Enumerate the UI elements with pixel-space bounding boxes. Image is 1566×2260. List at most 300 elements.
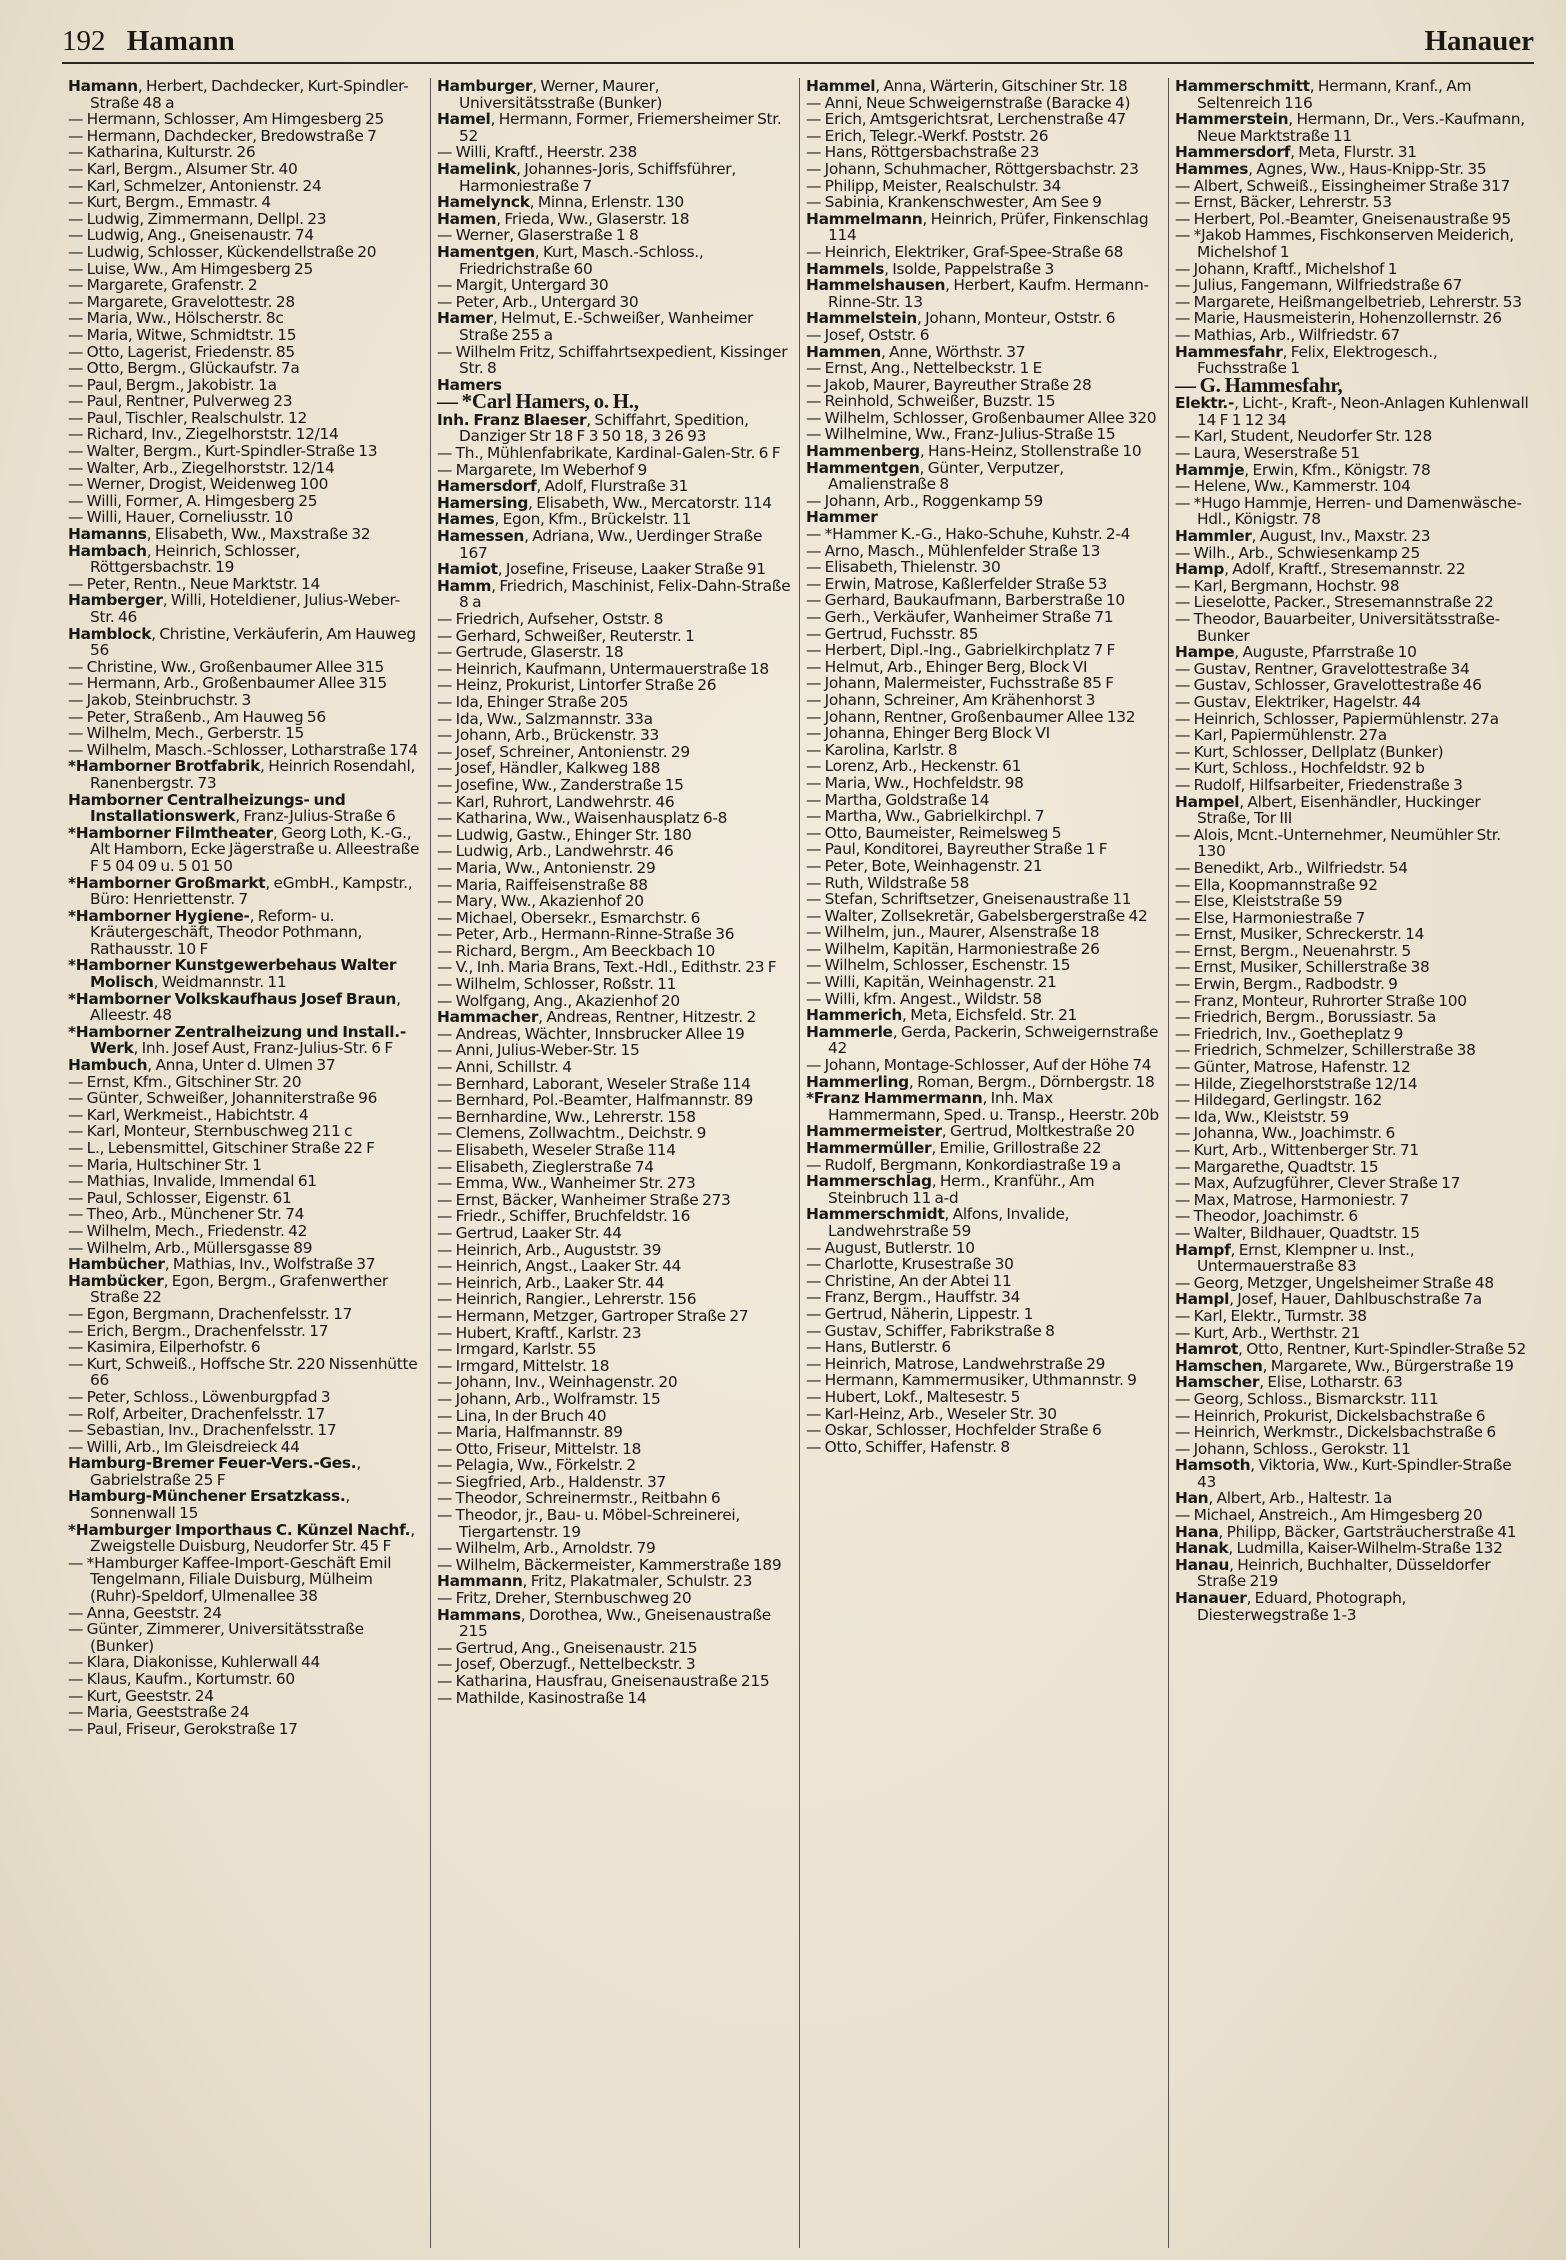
- directory-entry: — Bernhardine, Ww., Lehrerstr. 158: [437, 1107, 696, 1126]
- directory-entry: — Gustav, Schlosser, Gravelottestraße 46: [1175, 676, 1482, 695]
- directory-entry: — Kurt, Bergm., Emmastr. 4: [68, 193, 271, 212]
- header-last-name: Hanauer: [1424, 25, 1534, 57]
- directory-entry: — Sabinia, Krankenschwester, Am See 9: [806, 193, 1102, 212]
- directory-entry: Hana, Philipp, Bäcker, Gartsträucherstraße 41: [1175, 1522, 1517, 1541]
- directory-entry: — August, Butlerstr. 10: [806, 1238, 975, 1257]
- directory-entry: Hammler, August, Inv., Maxstr. 23: [1175, 527, 1431, 546]
- directory-entry: — Gerhard, Baukaufmann, Barberstraße 10: [806, 591, 1125, 610]
- directory-entry: — Heinrich, Matrose, Landwehrstraße 29: [806, 1354, 1106, 1373]
- directory-entry: — Gustav, Schiffer, Fabrikstraße 8: [806, 1321, 1055, 1340]
- directory-entry: — Heinrich, Kaufmann, Untermauerstraße 18: [437, 659, 769, 678]
- directory-entry: — Ruth, Wildstraße 58: [806, 873, 969, 892]
- directory-entry: — Wilhelm Fritz, Schiffahrtsexpedient, Kissinger Str. 8: [437, 342, 788, 378]
- directory-entry: — Wilhelm, Mech., Gerberstr. 15: [68, 724, 304, 743]
- directory-entry: Hammels, Isolde, Pappelstraße 3: [806, 259, 1054, 278]
- directory-entry: Hammenberg, Hans-Heinz, Stollenstraße 10: [806, 442, 1142, 461]
- directory-entry: — Gertrud, Laaker Str. 44: [437, 1223, 622, 1242]
- directory-entry: — Gertrud, Näherin, Lippestr. 1: [806, 1304, 1034, 1323]
- directory-entry: — Otto, Bergm., Glückaufstr. 7a: [68, 359, 300, 378]
- directory-entry: — Hermann, Arb., Großenbaumer Allee 315: [68, 674, 387, 693]
- directory-entry: Hammje, Erwin, Kfm., Königstr. 78: [1175, 460, 1431, 479]
- directory-entry: — Willi, Hauer, Corneliusstr. 10: [68, 508, 293, 527]
- directory-entry: — Heinrich, Arb., Laaker Str. 44: [437, 1273, 665, 1292]
- columns: [62, 78, 1540, 2248]
- directory-entry: — Karolina, Karlstr. 8: [806, 740, 958, 759]
- directory-entry: — Theo, Arb., Münchener Str. 74: [68, 1205, 305, 1224]
- directory-entry: — Friedrich, Aufseher, Oststr. 8: [437, 610, 664, 628]
- directory-entry: — Johann, Malermeister, Fuchsstraße 85 F: [806, 674, 1114, 693]
- directory-entry: — Gustav, Rentner, Gravelottestraße 34: [1175, 659, 1470, 678]
- directory-entry: Hammentgen, Günter, Verputzer, Amalienstraße 8: [806, 458, 1064, 494]
- directory-entry: — Kurt, Arb., Wittenberger Str. 71: [1175, 1141, 1419, 1159]
- directory-entry: — Ludwig, Gastw., Ehinger Str. 180: [437, 825, 692, 844]
- directory-entry: — Otto, Schiffer, Hafenstr. 8: [806, 1437, 1010, 1456]
- directory-entry: — Wilhelm, Bäckermeister, Kammerstraße 189: [437, 1555, 782, 1574]
- directory-entry: — Anna, Geeststr. 24: [68, 1603, 222, 1622]
- directory-entry: — Else, Harmoniestraße 7: [1175, 908, 1365, 927]
- directory-entry: Hamers: [437, 375, 502, 394]
- directory-entry: — Hubert, Lokf., Maltesestr. 5: [806, 1387, 1021, 1406]
- directory-entry: — Elisabeth, Zieglerstraße 74: [437, 1157, 654, 1176]
- directory-entry: — Kasimira, Eilperhofstr. 6: [68, 1338, 261, 1357]
- directory-entry: — Erich, Telegr.-Werkf. Poststr. 26: [806, 126, 1049, 145]
- directory-entry: Hammesfahr, Felix, Elektrogesch., Fuchsstraße 1: [1175, 342, 1438, 378]
- directory-entry: — Josef, Oberzugf., Nettelbeckstr. 3: [437, 1655, 696, 1674]
- directory-entry: — Benedikt, Arb., Wilfriedstr. 54: [1175, 858, 1408, 877]
- directory-entry: — Else, Kleiststraße 59: [1175, 892, 1343, 911]
- directory-entry: — Hubert, Kraftf., Karlstr. 23: [437, 1323, 642, 1342]
- directory-entry: — Kurt, Arb., Werthstr. 21: [1175, 1323, 1361, 1342]
- directory-entry: — Helmut, Arb., Ehinger Berg, Block VI: [806, 657, 1088, 676]
- directory-entry: — Philipp, Meister, Realschulstr. 34: [806, 176, 1062, 195]
- directory-entry: — Erwin, Matrose, Kaßlerfelder Straße 53: [806, 574, 1108, 593]
- directory-entry: — Georg, Schloss., Bismarckstr. 111: [1175, 1389, 1439, 1408]
- directory-entry: — Margarethe, Quadtstr. 15: [1175, 1157, 1379, 1176]
- directory-entry: — Heinrich, Elektriker, Graf-Spee-Straße 68: [806, 242, 1124, 261]
- directory-entry: — Maria, Ww., Hölscherstr. 8c: [68, 309, 284, 328]
- directory-entry: — Wilhelmine, Ww., Franz-Julius-Straße 15: [806, 425, 1116, 444]
- directory-entry: — Johann, Inv., Weinhagenstr. 20: [437, 1373, 678, 1392]
- directory-entry: — Ernst, Kfm., Gitschiner Str. 20: [68, 1072, 302, 1091]
- directory-entry: Hambach, Heinrich, Schlosser, Röttgersbachstr. 19: [68, 541, 300, 577]
- directory-entry: Hamelink, Johannes-Joris, Schiffsführer, Harmoniestraße 7: [437, 159, 736, 195]
- directory-entry: — Fritz, Dreher, Sternbuschweg 20: [437, 1589, 692, 1608]
- directory-entry: Hammann, Fritz, Plakatmaler, Schulstr. 23: [437, 1572, 753, 1591]
- directory-entry: — Friedr., Schiffer, Bruchfeldstr. 16: [437, 1207, 691, 1226]
- directory-entry: — Hermann, Dachdecker, Bredowstraße 7: [68, 126, 377, 145]
- directory-entry: Hammelshausen, Herbert, Kaufm. Hermann-Rinne-Str. 13: [806, 276, 1149, 311]
- directory-entry: Hamessen, Adriana, Ww., Uerdinger Straße 167: [437, 527, 763, 562]
- directory-entry: Hamschen, Margarete, Ww., Bürgerstraße 19: [1175, 1356, 1514, 1375]
- directory-entry: — Kurt, Schloss., Hochfeldstr. 92 b: [1175, 759, 1425, 778]
- directory-entry: — Heinrich, Angst., Laaker Str. 44: [437, 1257, 682, 1276]
- directory-entry: — Paul, Schlosser, Eigenstr. 61: [68, 1188, 292, 1207]
- directory-entry: Hamanns, Elisabeth, Ww., Maxstraße 32: [68, 525, 371, 544]
- directory-entry: — Karl, Ruhrort, Landwehrstr. 46: [437, 792, 675, 811]
- directory-entry: — Anni, Julius-Weber-Str. 15: [437, 1041, 640, 1060]
- directory-entry: — Wilhelm, Arb., Müllersgasse 89: [68, 1238, 313, 1257]
- directory-entry: — Margarete, Im Weberhof 9: [437, 460, 647, 479]
- directory-entry: Hamp, Adolf, Kraftf., Stresemannstr. 22: [1175, 560, 1466, 579]
- directory-entry: — Johann, Rentner, Großenbaumer Allee 132: [806, 707, 1136, 726]
- directory-entry: — Günter, Zimmerer, Universitätsstraße (Bunker): [68, 1620, 364, 1655]
- directory-entry: — Heinrich, Prokurist, Dickelsbachstraße 6: [1175, 1406, 1486, 1425]
- directory-entry: Hammel, Anna, Wärterin, Gitschiner Str. 18: [806, 78, 1128, 95]
- directory-entry: *Hamborner Zentralheizung und Install.-Werk, Inh. Josef Aust, Franz-Julius-Str. 6 F: [68, 1022, 406, 1058]
- directory-entry: — Bernhard, Laborant, Weseler Straße 114: [437, 1074, 751, 1093]
- directory-entry: Hamelynck, Minna, Erlenstr. 130: [437, 193, 684, 212]
- directory-entry: — Johann, Kraftf., Michelshof 1: [1175, 259, 1398, 278]
- directory-entry: — Josefine, Ww., Zanderstraße 15: [437, 775, 684, 794]
- directory-entry: — Maria, Ww., Hochfeldstr. 98: [806, 773, 1024, 792]
- directory-entry: — Charlotte, Krusestraße 30: [806, 1255, 1014, 1274]
- directory-entry: — Gertrude, Glaserstr. 18: [437, 643, 624, 662]
- directory-entry: — Ernst, Ang., Nettelbeckstr. 1 E: [806, 359, 1043, 378]
- directory-entry: — Klara, Diakonisse, Kuhlerwall 44: [68, 1653, 321, 1672]
- page-number: 192: [62, 25, 106, 57]
- directory-entry: *Hamborner Großmarkt, eGmbH., Kampstr., Büro: Henriettenstr. 7: [68, 873, 413, 909]
- directory-entry: — Pelagia, Ww., Förkelstr. 2: [437, 1456, 636, 1475]
- directory-entry: — *Hammer K.-G., Hako-Schuhe, Kuhstr. 2-4: [806, 525, 1131, 544]
- directory-entry: — Jakob, Maurer, Bayreuther Straße 28: [806, 375, 1092, 394]
- directory-entry: — Elisabeth, Weseler Straße 114: [437, 1141, 676, 1159]
- directory-entry: Hamm, Friedrich, Maschinist, Felix-Dahn-Straße 8 a: [437, 576, 791, 612]
- directory-entry: — Maria, Raiffeisenstraße 88: [437, 875, 648, 894]
- column-2: [431, 78, 800, 2248]
- directory-entry: — Ludwig, Arb., Landwehrstr. 46: [437, 842, 674, 861]
- directory-entry: — Wolfgang, Ang., Akazienhof 20: [437, 991, 680, 1010]
- directory-entry: — V., Inh. Maria Brans, Text.-Hdl., Edithstr. 23 F: [437, 958, 777, 977]
- directory-entry: Hamblock, Christine, Verkäuferin, Am Hauweg 56: [68, 624, 416, 660]
- directory-entry: — Irmgard, Karlstr. 55: [437, 1340, 597, 1359]
- directory-entry: Hanak, Ludmilla, Kaiser-Wilhelm-Straße 132: [1175, 1539, 1503, 1558]
- directory-entry: — Otto, Friseur, Mittelstr. 18: [437, 1439, 642, 1458]
- directory-entry: — Hermann, Schlosser, Am Himgesberg 25: [68, 110, 385, 129]
- directory-entry: — Christine, An der Abtei 11: [806, 1271, 1012, 1290]
- directory-entry: — Theodor, jr., Bau- u. Möbel-Schreinerei, Tiergartenstr. 19: [437, 1506, 740, 1541]
- directory-entry: *Hamborner Brotfabrik, Heinrich Rosendahl, Ranenbergstr. 73: [68, 757, 416, 792]
- directory-entry: — Mathilde, Kasinostraße 14: [437, 1688, 647, 1707]
- directory-entry: — Erich, Bergm., Drachenfelsstr. 17: [68, 1321, 329, 1340]
- directory-entry: Hammerschmidt, Alfons, Invalide, Landwehrstraße 59: [806, 1205, 1070, 1240]
- directory-entry: — Heinrich, Arb., Auguststr. 39: [437, 1240, 662, 1259]
- directory-entry: — Christine, Ww., Großenbaumer Allee 315: [68, 657, 384, 676]
- directory-entry: Hames, Egon, Kfm., Brückelstr. 11: [437, 510, 691, 529]
- directory-entry: Hammelmann, Heinrich, Prüfer, Finkenschlag 114: [806, 209, 1149, 245]
- directory-entry: — Karl, Papiermühlenstr. 27a: [1175, 726, 1387, 745]
- column-3: [800, 78, 1169, 2248]
- directory-entry: — Paul, Konditorei, Bayreuther Straße 1 F: [806, 840, 1108, 859]
- directory-entry: — Helene, Ww., Kammerstr. 104: [1175, 477, 1411, 496]
- directory-entry: — Peter, Rentn., Neue Marktstr. 14: [68, 574, 321, 593]
- directory-entry: Hammerstein, Hermann, Dr., Vers.-Kaufmann, Neue Marktstraße 11: [1175, 110, 1525, 145]
- directory-entry: — Ernst, Musiker, Schillerstraße 38: [1175, 958, 1430, 977]
- directory-entry: — Richard, Bergm., Am Beeckbach 10: [437, 941, 716, 960]
- directory-entry: — Ida, Ww., Kleiststr. 59: [1175, 1107, 1349, 1126]
- directory-entry: — Willi, Kapitän, Weinhagenstr. 21: [806, 973, 1057, 992]
- directory-entry: — Michael, Anstreich., Am Himgesberg 20: [1175, 1506, 1483, 1525]
- directory-entry: — Hermann, Metzger, Gartroper Straße 27: [437, 1306, 749, 1325]
- directory-entry: — Gerh., Verkäufer, Wanheimer Straße 71: [806, 608, 1114, 626]
- directory-entry: — Karl, Bergmann, Hochstr. 98: [1175, 576, 1400, 595]
- directory-entry: Hammermüller, Emilie, Grillostraße 22: [806, 1139, 1102, 1157]
- directory-entry: — Karl-Heinz, Arb., Weseler Str. 30: [806, 1404, 1057, 1423]
- directory-entry: — Ludwig, Schlosser, Kückendellstraße 20: [68, 242, 377, 261]
- directory-entry: — *Carl Hamers, o. H.,: [437, 389, 639, 414]
- directory-entry: — Georg, Metzger, Ungelsheimer Straße 48: [1175, 1273, 1494, 1292]
- directory-entry: — Martha, Ww., Gabrielkirchpl. 7: [806, 807, 1045, 826]
- directory-entry: — Sebastian, Inv., Drachenfelsstr. 17: [68, 1421, 337, 1440]
- directory-entry: — Albert, Schweiß., Eissingheimer Straße 317: [1175, 176, 1510, 195]
- directory-entry: — Karl, Elektr., Turmstr. 38: [1175, 1306, 1367, 1325]
- directory-entry: Han, Albert, Arb., Haltestr. 1a: [1175, 1489, 1392, 1508]
- directory-entry: — Karl, Monteur, Sternbuschweg 211 c: [68, 1122, 353, 1141]
- directory-entry: — Mathias, Invalide, Immendal 61: [68, 1172, 317, 1191]
- directory-entry: — Kurt, Schlosser, Dellplatz (Bunker): [1175, 742, 1444, 761]
- directory-entry: — Karl, Student, Neudorfer Str. 128: [1175, 427, 1433, 446]
- directory-entry: Hammerich, Meta, Eichsfeld. Str. 21: [806, 1006, 1078, 1025]
- directory-entry: Hammelstein, Johann, Monteur, Oststr. 6: [806, 309, 1116, 328]
- directory-entry: — Wilhelm, Schlosser, Roßstr. 11: [437, 975, 677, 994]
- directory-entry: — Paul, Tischler, Realschulstr. 12: [68, 408, 307, 427]
- directory-entry: — Margit, Untergard 30: [437, 276, 609, 295]
- directory-entry: Hammersdorf, Meta, Flurstr. 31: [1175, 143, 1417, 162]
- directory-entry: Hamburger, Werner, Maurer, Universitätsstraße (Bunker): [437, 78, 663, 112]
- directory-entry: — Karl, Schmelzer, Antonienstr. 24: [68, 176, 322, 195]
- directory-entry: — Wilhelm, jun., Maurer, Alsenstraße 18: [806, 923, 1100, 942]
- directory-entry: — Richard, Inv., Ziegelhorststr. 12/14: [68, 425, 339, 444]
- directory-entry: — Willi, Arb., Im Gleisdreieck 44: [68, 1437, 300, 1456]
- directory-entry: *Hamburger Importhaus C. Künzel Nachf., Zweigstelle Duisburg, Neudorfer Str. 45 F: [68, 1520, 415, 1556]
- directory-entry: — Maria, Halfmannstr. 89: [437, 1423, 623, 1442]
- directory-entry: — Stefan, Schriftsetzer, Gneisenaustraße 11: [806, 890, 1132, 909]
- directory-entry: — Paul, Rentner, Pulverweg 23: [68, 392, 293, 411]
- directory-entry: — *Hamburger Kaffee-Import-Geschäft Emil Tengelmann, Filiale Duisburg, Mülheim (Ruhr)-Speldorf, Ulmenallee 38: [68, 1553, 392, 1606]
- directory-entry: — Katharina, Hausfrau, Gneisenaustraße 215: [437, 1672, 770, 1690]
- directory-entry: — Lieselotte, Packer., Stresemannstraße 22: [1175, 593, 1494, 612]
- directory-entry: — Gustav, Elektriker, Hagelstr. 44: [1175, 692, 1421, 711]
- directory-entry: — Walter, Bildhauer, Quadtstr. 15: [1175, 1223, 1420, 1242]
- directory-entry: — Ella, Koopmannstraße 92: [1175, 875, 1378, 894]
- directory-entry: — Johann, Schloss., Gerokstr. 11: [1175, 1439, 1411, 1458]
- directory-entry: — *Jakob Hammes, Fischkonserven Meiderich, Michelshof 1: [1175, 226, 1514, 261]
- directory-entry: Hammans, Dorothea, Ww., Gneisenaustraße 215: [437, 1605, 771, 1641]
- directory-entry: — Ernst, Bäcker, Lehrerstr. 53: [1175, 193, 1392, 212]
- directory-entry: — Siegfried, Arb., Haldenstr. 37: [437, 1472, 666, 1491]
- directory-entry: — Katharina, Ww., Waisenhausplatz 6-8: [437, 809, 728, 828]
- directory-entry: Hammes, Agnes, Ww., Haus-Knipp-Str. 35: [1175, 159, 1487, 178]
- directory-entry: — Luise, Ww., Am Himgesberg 25: [68, 259, 314, 278]
- directory-entry: Hammermeister, Gertrud, Moltkestraße 20: [806, 1122, 1135, 1141]
- directory-entry: Hamsoth, Viktoria, Ww., Kurt-Spindler-Straße 43: [1175, 1456, 1512, 1491]
- directory-entry: — Hans, Röttgersbachstraße 23: [806, 143, 1040, 162]
- directory-entry: — Peter, Schloss., Löwenburgpfad 3: [68, 1387, 331, 1406]
- directory-entry: — Josef, Händler, Kalkweg 188: [437, 759, 661, 778]
- directory-entry: — Johann, Arb., Brückenstr. 33: [437, 726, 660, 745]
- directory-entry: — Irmgard, Mittelstr. 18: [437, 1356, 610, 1375]
- directory-entry: *Hamborner Volkskaufhaus Josef Braun, Alleestr. 48: [68, 989, 401, 1025]
- directory-entry: — Margarete, Grafenstr. 2: [68, 276, 258, 295]
- directory-entry: — Peter, Bote, Weinhagenstr. 21: [806, 856, 1043, 875]
- directory-entry: Hamberger, Willi, Hoteldiener, Julius-Weber-Str. 46: [68, 591, 400, 626]
- directory-entry: — Gertrud, Ang., Gneisenaustr. 215: [437, 1638, 698, 1657]
- directory-entry: — Gertrud, Fuchsstr. 85: [806, 624, 979, 643]
- directory-entry: — Friedrich, Inv., Goetheplatz 9: [1175, 1024, 1404, 1043]
- directory-entry: — Reinhold, Schweißer, Buzstr. 15: [806, 392, 1056, 411]
- directory-entry: — Karl, Bergm., Alsumer Str. 40: [68, 159, 298, 178]
- directory-entry: — Ernst, Musiker, Schreckerstr. 14: [1175, 925, 1425, 944]
- directory-entry: — Johanna, Ehinger Berg Block VI: [806, 724, 1050, 743]
- directory-entry: — Anni, Schillstr. 4: [437, 1058, 572, 1077]
- directory-entry: — Gerhard, Schweißer, Reuterstr. 1: [437, 626, 695, 645]
- directory-entry: — Otto, Lagerist, Friedenstr. 85: [68, 342, 295, 361]
- directory-entry: — Wilhelm, Schlosser, Eschenstr. 15: [806, 956, 1071, 975]
- directory-entry: — Margarete, Heißmangelbetrieb, Lehrerstr. 53: [1175, 292, 1522, 311]
- directory-entry: — Walter, Bergm., Kurt-Spindler-Straße 13: [68, 442, 378, 461]
- directory-entry: — Kurt, Schweiß., Hoffsche Str. 220 Nissenhütte 66: [68, 1354, 418, 1390]
- directory-entry: — Rolf, Arbeiter, Drachenfelsstr. 17: [68, 1404, 325, 1423]
- directory-entry: — Clemens, Zollwachtm., Deichstr. 9: [437, 1124, 707, 1143]
- directory-entry: — Johann, Schuhmacher, Röttgersbachstr. 23: [806, 159, 1139, 178]
- directory-entry: Hamersing, Elisabeth, Ww., Mercatorstr. 114: [437, 493, 772, 512]
- directory-entry: Hamrot, Otto, Rentner, Kurt-Spindler-Straße 52: [1175, 1340, 1526, 1359]
- directory-entry: — Rudolf, Bergmann, Konkordiastraße 19 a: [806, 1155, 1121, 1174]
- directory-entry: Hampel, Albert, Eisenhändler, Huckinger Straße, Tor III: [1175, 792, 1481, 828]
- directory-entry: — Franz, Monteur, Ruhrorter Straße 100: [1175, 991, 1467, 1010]
- directory-entry: Hamburg-Bremer Feuer-Vers.-Ges., Gabrielstraße 25 F: [68, 1454, 361, 1489]
- directory-entry: — Heinrich, Werkmstr., Dickelsbachstraße 6: [1175, 1423, 1496, 1442]
- directory-entry: — Josef, Schreiner, Antonienstr. 29: [437, 742, 690, 761]
- directory-entry: — Lorenz, Arb., Heckenstr. 61: [806, 757, 1022, 776]
- directory-entry: — Oskar, Schlosser, Hochfelder Straße 6: [806, 1421, 1102, 1440]
- directory-entry: Hamborner Centralheizungs- und Installationswerk, Franz-Julius-Straße 6: [68, 790, 396, 826]
- directory-entry: — Ida, Ww., Salzmannstr. 33a: [437, 709, 653, 728]
- directory-entry: — Werner, Glaserstraße 1 8: [437, 226, 639, 245]
- directory-entry: — Werner, Drogist, Weidenweg 100: [68, 475, 329, 494]
- directory-entry: — Klaus, Kaufm., Kortumstr. 60: [68, 1670, 295, 1688]
- directory-entry: — L., Lebensmittel, Gitschiner Straße 22 F: [68, 1139, 375, 1157]
- directory-entry: Hammerle, Gerda, Packerin, Schweigernstraße 42: [806, 1022, 1159, 1058]
- directory-entry: — Theodor, Joachimstr. 6: [1175, 1207, 1358, 1226]
- directory-entry: — Peter, Arb., Hermann-Rinne-Straße 36: [437, 925, 735, 944]
- directory-entry: — Wilhelm, Schlosser, Großenbaumer Allee 320: [806, 408, 1157, 427]
- directory-entry: — Katharina, Kulturstr. 26: [68, 143, 256, 162]
- directory-entry: — Maria, Geeststraße 24: [68, 1703, 250, 1722]
- directory-entry: — Heinrich, Rangier., Lehrerstr. 156: [437, 1290, 697, 1309]
- directory-entry: — Ernst, Bäcker, Wanheimer Straße 273: [437, 1190, 731, 1209]
- header-left: [62, 25, 235, 62]
- directory-entry: — Anni, Neue Schweigernstraße (Baracke 4): [806, 93, 1131, 112]
- directory-entry: — Walter, Zollsekretär, Gabelsbergerstraße 42: [806, 906, 1148, 925]
- directory-entry: — Max, Matrose, Harmoniestr. 7: [1175, 1190, 1409, 1209]
- directory-entry: — Johann, Arb., Roggenkamp 59: [806, 491, 1043, 510]
- directory-entry: — Friedrich, Bergm., Borussiastr. 5a: [1175, 1008, 1436, 1027]
- directory-entry: Hamersdorf, Adolf, Flurstraße 31: [437, 477, 689, 496]
- directory-entry: — Maria, Ww., Antonienstr. 29: [437, 858, 656, 877]
- directory-entry: — Erich, Amtsgerichtsrat, Lerchenstraße 47: [806, 110, 1126, 129]
- directory-entry: Hanau, Heinrich, Buchhalter, Düsseldorfer Straße 219: [1175, 1555, 1491, 1591]
- directory-entry: — Ida, Ehinger Straße 205: [437, 692, 629, 711]
- directory-entry: Hamentgen, Kurt, Masch.-Schloss., Friedrichstraße 60: [437, 242, 704, 278]
- directory-entry: — Johann, Montage-Schlosser, Auf der Höhe 74: [806, 1056, 1152, 1075]
- directory-entry: — Emma, Ww., Wanheimer Str. 273: [437, 1174, 696, 1193]
- directory-entry: — Willi, kfm. Angest., Wildstr. 58: [806, 989, 1042, 1008]
- directory-entry: — G. Hammesfahr,: [1175, 372, 1343, 397]
- directory-entry: — Theodor, Bauarbeiter, Universitätsstraße-Bunker: [1175, 610, 1500, 645]
- directory-entry: — Julius, Fangemann, Wilfriedstraße 67: [1175, 276, 1463, 295]
- directory-entry: — Kurt, Geeststr. 24: [68, 1686, 214, 1705]
- directory-entry: — Max, Aufzugführer, Clever Straße 17: [1175, 1174, 1461, 1193]
- directory-entry: *Hamborner Kunstgewerbehaus Walter Molisch, Weidmannstr. 11: [68, 956, 397, 992]
- column-1: [62, 78, 431, 2248]
- directory-entry: — Willi, Kraftf., Heerstr. 238: [437, 143, 638, 162]
- directory-entry: — Wilhelm, Kapitän, Harmoniestraße 26: [806, 939, 1100, 958]
- directory-entry: — Paul, Friseur, Gerokstraße 17: [68, 1719, 298, 1738]
- directory-entry: — Ludwig, Ang., Gneisenaustr. 74: [68, 226, 314, 245]
- directory-entry: Hambuch, Anna, Unter d. Ulmen 37: [68, 1056, 336, 1075]
- directory-entry: — Egon, Bergmann, Drachenfelsstr. 17: [68, 1304, 353, 1323]
- directory-entry: Hammacher, Andreas, Rentner, Hitzestr. 2: [437, 1008, 756, 1027]
- directory-entry: Inh. Franz Blaeser, Schiffahrt, Spedition, Danziger Str 18 F 3 50 18, 3 26 93: [437, 410, 749, 446]
- directory-entry: — Karl, Werkmeist., Habichtstr. 4: [68, 1105, 309, 1124]
- directory-entry: — Michael, Obersekr., Esmarchstr. 6: [437, 908, 701, 927]
- directory-entry: — Willi, Former, A. Himgesberg 25: [68, 491, 318, 510]
- directory-entry: — Th., Mühlenfabrikate, Kardinal-Galen-Str. 6 F: [437, 444, 781, 463]
- directory-entry: Hamen, Frieda, Ww., Glaserstr. 18: [437, 209, 690, 228]
- directory-entry: — Erwin, Bergm., Radbodstr. 9: [1175, 975, 1398, 994]
- directory-entry: — Margarete, Gravelottestr. 28: [68, 292, 295, 311]
- directory-entry: — Maria, Hultschiner Str. 1: [68, 1155, 262, 1174]
- directory-entry: — Wilhelm, Arb., Arnoldstr. 79: [437, 1539, 656, 1558]
- directory-entry: Hamer, Helmut, E.-Schweißer, Wanheimer Straße 255 a: [437, 309, 754, 344]
- directory-entry: — Wilhelm, Masch.-Schlosser, Lotharstraße 174: [68, 740, 418, 759]
- directory-entry: — Ernst, Bergm., Neuenahrstr. 5: [1175, 941, 1411, 960]
- directory-entry: — Wilh., Arb., Schwiesenkamp 25: [1175, 543, 1421, 562]
- directory-entry: — Günter, Matrose, Hafenstr. 12: [1175, 1058, 1411, 1077]
- directory-entry: — Mary, Ww., Akazienhof 20: [437, 892, 644, 911]
- directory-entry: — Herbert, Pol.-Beamter, Gneisenaustraße 95: [1175, 209, 1511, 228]
- directory-entry: — Marie, Hausmeisterin, Hohenzollernstr. 26: [1175, 309, 1502, 328]
- directory-entry: — Maria, Witwe, Schmidtstr. 15: [68, 325, 297, 344]
- directory-entry: — Wilhelm, Mech., Friedenstr. 42: [68, 1221, 308, 1240]
- directory-entry: Hamel, Hermann, Former, Friemersheimer Str. 52: [437, 110, 782, 145]
- directory-entry: *Hamborner Filmtheater, Georg Loth, K.-G., Alt Hamborn, Ecke Jägerstraße u. Alleestraße F 5 04 09 u. 5 01 50: [68, 823, 420, 875]
- directory-entry: — Martha, Goldstraße 14: [806, 790, 990, 809]
- header-first-name: Hamann: [126, 25, 235, 57]
- directory-entry: — Mathias, Arb., Wilfriedstr. 67: [1175, 325, 1401, 344]
- directory-entry: — Heinz, Prokurist, Lintorfer Straße 26: [437, 676, 717, 695]
- directory-entry: — Rudolf, Hilfsarbeiter, Friedenstraße 3: [1175, 775, 1463, 794]
- directory-entry: Hamscher, Elise, Lotharstr. 63: [1175, 1373, 1403, 1392]
- directory-entry: — Hermann, Kammermusiker, Uthmannstr. 9: [806, 1371, 1137, 1390]
- directory-entry: Hammerling, Roman, Bergm., Dörnbergstr. 18: [806, 1072, 1155, 1091]
- directory-entry: Elektr.-, Licht-, Kraft-, Neon-Anlagen Kuhlenwall 14 F 1 12 34: [1175, 394, 1529, 429]
- directory-entry: Hammen, Anne, Wörthstr. 37: [806, 342, 1026, 361]
- directory-entry: *Franz Hammermann, Inh. Max Hammermann, Sped. u. Transp., Heerstr. 20b: [806, 1089, 1159, 1124]
- column-4: [1169, 78, 1538, 2248]
- directory-entry: — Josef, Oststr. 6: [806, 325, 930, 344]
- directory-entry: — Paul, Bergm., Jakobistr. 1a: [68, 375, 277, 394]
- directory-entry: Hammerschmitt, Hermann, Kranf., Am Seltenreich 116: [1175, 78, 1472, 112]
- directory-entry: — Bernhard, Pol.-Beamter, Halfmannstr. 89: [437, 1091, 753, 1110]
- directory-entry: — Theodor, Schreinermstr., Reitbahn 6: [437, 1489, 721, 1508]
- directory-entry: — Hildegard, Gerlingstr. 162: [1175, 1091, 1382, 1110]
- directory-entry: — Hans, Butlerstr. 6: [806, 1338, 951, 1357]
- directory-entry: — Ludwig, Zimmermann, Dellpl. 23: [68, 209, 327, 228]
- directory-entry: — Elisabeth, Thielenstr. 30: [806, 558, 1001, 577]
- directory-entry: — Günter, Schweißer, Johanniterstraße 96: [68, 1089, 378, 1108]
- directory-entry: — Laura, Weserstraße 51: [1175, 444, 1360, 463]
